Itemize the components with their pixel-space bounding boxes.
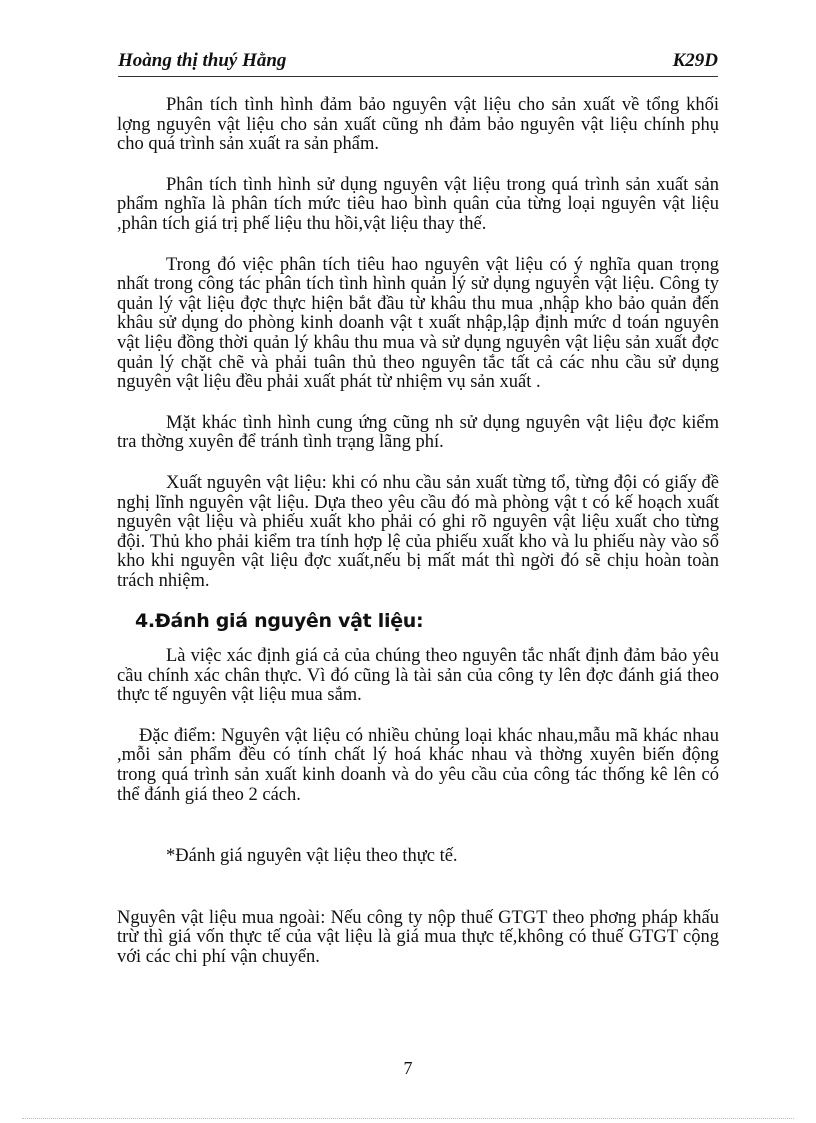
paragraph: Phân tích tình hình đảm bảo nguyên vật liệu cho sản xuất về tổng khối lợng nguyên vật liệu cho sản xuất cũng nh đảm bảo nguyên vật liệu chính phụ cho quá trình sản xuất ra sản phẩm. [117, 95, 719, 155]
paragraph: Là việc xác định giá cả của chúng theo nguyên tắc nhất định đảm bảo yêu cầu chính xác chân thực. Vì đó cũng là tài sản của công ty lên đợc đánh giá theo thực tế nguyên vật liệu mua sắm. [117, 646, 719, 706]
page-bottom-divider [22, 1118, 794, 1119]
paragraph: Trong đó việc phân tích tiêu hao nguyên vật liệu có ý nghĩa quan trọng nhất trong công tác phân tích tình hình quản lý sử dụng nguyên vật liệu. Công ty quản lý vật liệu đợc thực hiện bắt đầu từ khâu thu mua ,nhập kho bảo quản đến khâu sử dụng do phòng kinh doanh vật t xuất nhập,lập định mức d toán nguyên vật liệu đồng thời quản lý khâu thu mua và sử dụng nguyên vật liệu sản xuất đợc quản lý chặt chẽ và phải tuân thủ theo nguyên tắc tất cả các nhu cầu sử dụng nguyên vật liệu đều phải xuất phát từ nhiệm vụ sản xuất . [117, 254, 719, 393]
document-body [117, 96, 719, 989]
paragraph: Nguyên vật liệu mua ngoài: Nếu công ty nộp thuế GTGT theo phơng pháp khấu trừ thì giá vốn thực tế của vật liệu là giá mua thực tế,không có thuế GTGT cộng với các chi phí vận chuyển. [117, 907, 719, 967]
section-heading: 4.Đánh giá nguyên vật liệu: [135, 610, 424, 633]
paragraph: *Đánh giá nguyên vật liệu theo thực tế. [166, 846, 458, 867]
paragraph: Xuất nguyên vật liệu: khi có nhu cầu sản xuất từng tổ, từng đội có giấy đề nghị lĩnh nguyên vật liệu. Dựa theo yêu cầu đó mà phòng vật t có kế hoạch xuất nguyên vật liệu và phiếu xuất kho phải có ghi rõ nguyên vật liệu xuất cho từng đội. Thủ kho phải kiểm tra tính hợp lệ của phiếu xuất kho và lu phiếu này vào sổ kho khi nguyên vật liệu đợc xuất,nếu bị mất mát thì ngời đó sẽ chịu hoàn toàn trách nhiệm. [117, 472, 719, 591]
page-number: 7 [403, 1058, 413, 1078]
paragraph: Phân tích tình hình sử dụng nguyên vật liệu trong quá trình sản xuất sản phẩm nghĩa là phân tích mức tiêu hao bình quân của từng loại nguyên vật liệu ,phân tích giá trị phế liệu thu hồi,vật liệu thay thế. [117, 174, 719, 234]
page-header [118, 50, 718, 77]
paragraph: Mặt khác tình hình cung ứng cũng nh sử dụng nguyên vật liệu đợc kiểm tra thờng xuyên để tránh tình trạng lãng phí. [117, 412, 719, 453]
header-class-code: K29D [672, 50, 718, 71]
paragraph: Đặc điểm: Nguyên vật liệu có nhiều chủng loại khác nhau,mẫu mã khác nhau ,mỗi sản phẩm đều có tính chất lý hoá khác nhau và thờng xuyên biến động trong quá trình sản xuất kinh doanh và do yêu cầu của công tác thống kê lên có thể đánh giá theo 2 cách. [117, 725, 719, 805]
header-author: Hoàng thị thuý Hằng [118, 50, 287, 71]
